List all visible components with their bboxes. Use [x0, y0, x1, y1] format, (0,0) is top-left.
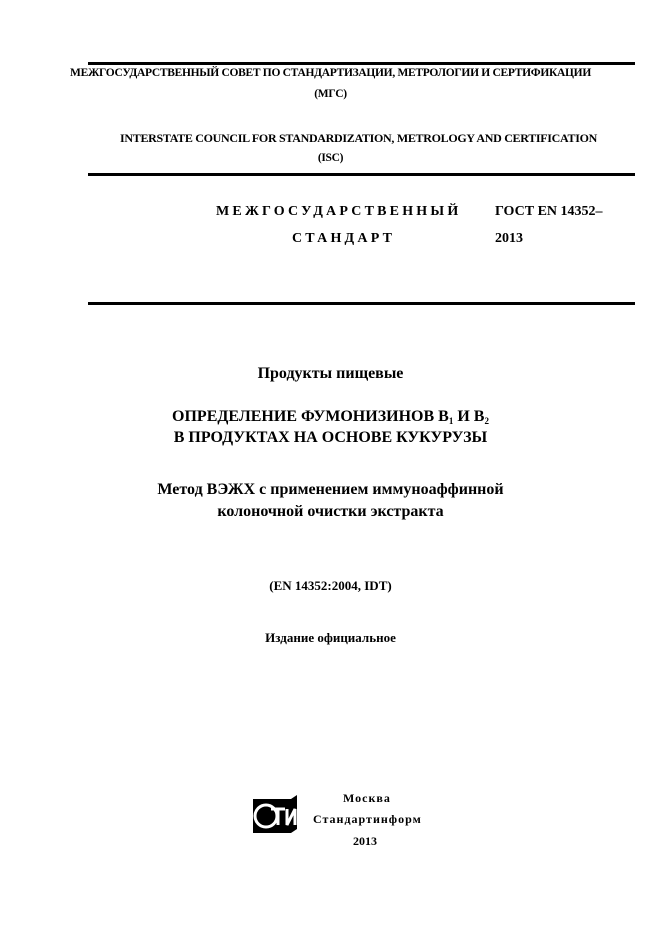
middle-rule	[88, 173, 635, 176]
publisher-name: Стандартинформ	[313, 812, 422, 826]
main-title-part1: ОПРЕДЕЛЕНИЕ ФУМОНИЗИНОВ B	[172, 408, 449, 425]
main-title-line1	[0, 408, 661, 426]
top-rule	[88, 62, 635, 65]
method-line2: колоночной очистки экстракта	[217, 503, 444, 520]
standard-number-line2: 2013	[495, 231, 523, 246]
standard-type-line2: СТАНДАРТ	[292, 231, 396, 246]
council-abbr-en: (ISC)	[317, 152, 344, 164]
standartinform-logo-icon	[251, 795, 301, 837]
reference: (EN 14352:2004, IDT)	[269, 578, 392, 593]
subscript-1: 1	[448, 416, 454, 426]
category-title: Продукты пищевые	[257, 365, 404, 382]
publisher-city: Москва	[343, 791, 391, 805]
main-title-line2: В ПРОДУКТАХ НА ОСНОВЕ КУКУРУЗЫ	[173, 429, 488, 446]
subscript-2: 2	[484, 416, 489, 426]
council-name-ru: МЕЖГОСУДАРСТВЕННЫЙ СОВЕТ ПО СТАНДАРТИЗАЦИИ, МЕТРОЛОГИИ И СЕРТИФИКАЦИИ	[70, 67, 591, 79]
council-name-en: INTERSTATE COUNCIL FOR STANDARDIZATION, METROLOGY AND CERTIFICATION	[120, 131, 597, 145]
bottom-rule	[88, 302, 635, 305]
standard-number-line1: ГОСТ EN 14352–	[495, 204, 603, 219]
council-abbr-ru: (МГС)	[314, 88, 347, 100]
standard-type-line1: МЕЖГОСУДАРСТВЕННЫЙ	[216, 204, 462, 219]
main-title-part2: И B	[453, 408, 485, 425]
publisher-year: 2013	[353, 834, 377, 848]
method-line1: Метод ВЭЖХ с применением иммуноаффинной	[157, 481, 504, 498]
edition-label: Издание официальное	[265, 630, 396, 645]
